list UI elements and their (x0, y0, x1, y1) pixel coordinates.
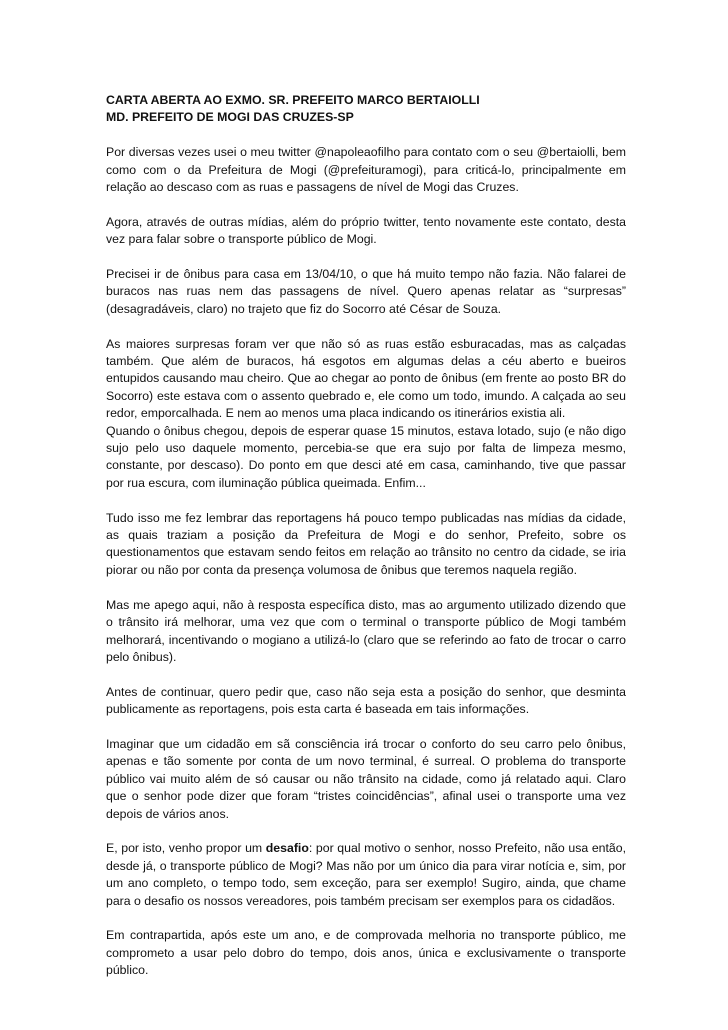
title-line-office: MD. PREFEITO DE MOGI DAS CRUZES-SP (106, 110, 354, 125)
challenge-keyword: desafio (265, 841, 309, 856)
paragraph-bus-arrival: Quando o ônibus chegou, depois de esperar quase 15 minutos, estava lotado, sujo (e não digo sujo pelo uso daquele momento, percebia-se que era sujo por falta de limpeza mesmo, constante, por descaso). Do ponto em que desci até em casa, caminhando, tive que passar por rua escura, com iluminação pública queimada. Enfim... (106, 423, 626, 490)
challenge-text-after: : por qual motivo o senhor, nosso Prefeito, não usa então, desde já, o transporte público de Mogi? Mas não por um único dia para virar notícia e, sim, por um ano completo, o tempo todo, sem exceção, para ser exemplo! Sugiro, ainda, que chame para o desafio os nossos vereadores, pois também precisam ser exemplos para os cidadãos. (106, 841, 627, 908)
paragraph-counterpart: Em contrapartida, após este um ano, e de comprovada melhoria no transporte público, me comprometo a usar pelo dobro do tempo, dois anos, única e exclusivamente o transporte público. (106, 928, 626, 978)
paragraph-reports: Tudo isso me fez lembrar das reportagens há pouco tempo publicadas nas mídias da cidade, as quais traziam a posição da Prefeitura de Mogi e do senhor, Prefeito, sobre os questionamentos que estavam sendo feitos em relação ao trânsito no centro da cidade, se iria piorar ou não por conta da presença volumosa de ônibus que teremos naquela região. (106, 510, 626, 577)
title-line-recipient: CARTA ABERTA AO EXMO. SR. PREFEITO MARCO BERTAIOLLI (106, 93, 480, 107)
paragraph-surreal: Imaginar que um cidadão em sã consciência irá trocar o conforto do seu carro pelo ônibus, apenas e tão somente por conta de um novo terminal, é surreal. O problema do transporte público vai muito além de só causar ou não trânsito na cidade, como já relatado aqui. Claro que o senhor pode dizer que foram “tristes coincidências”, afinal usei o transporte uma vez depois de vários anos. (106, 736, 626, 821)
paragraph-challenge (106, 840, 626, 910)
letter-page (106, 92, 626, 997)
paragraph-other-media: Agora, através de outras mídias, além do próprio twitter, tento novamente este contato, desta vez para falar sobre o transporte público de Mogi. (106, 214, 626, 247)
paragraph-surprises: As maiores surpresas foram ver que não só as ruas estão esburacadas, mas as calçadas também. Que além de buracos, há esgotos em algumas delas a céu aberto e bueiros entupidos causando mau cheiro. Que ao chegar ao ponto de ônibus (em frente ao posto BR do Socorro) este estava com o assento quebrado e, ele como um todo, imundo. A calçada ao seu redor, emporcalhada. E nem ao menos uma placa indicando os itinerários existia ali. (106, 336, 626, 421)
challenge-text-before: E, por isto, venho propor um (106, 841, 266, 856)
paragraph-twitter-contact: Por diversas vezes usei o meu twitter @napoleaofilho para contato com o seu @bertaiolli, bem como com o da Prefeitura de Mogi (@prefeituramogi), para criticá-lo, principalmente em relação ao descaso com as ruas e passagens de nível de Mogi das Cruzes. (106, 145, 626, 195)
paragraph-argument: Mas me apego aqui, não à resposta específica disto, mas ao argumento utilizado dizendo que o trânsito irá melhorar, uma vez que com o terminal o transporte público de Mogi também melhorará, incentivando o mogiano a utilizá-lo (claro que se referindo ao fato de trocar o carro pelo ônibus). (106, 597, 626, 664)
paragraph-bus-trip: Precisei ir de ônibus para casa em 13/04/10, o que há muito tempo não fazia. Não falarei de buracos nas ruas nem das passagens de nível. Quero apenas relatar as “surpresas” (desagradáveis, claro) no trajeto que fiz do Socorro até César de Souza. (106, 267, 626, 316)
paragraph-request: Antes de continuar, quero pedir que, caso não seja esta a posição do senhor, que desminta publicamente as reportagens, pois esta carta é baseada em tais informações. (106, 684, 626, 717)
letter-title (106, 92, 626, 127)
